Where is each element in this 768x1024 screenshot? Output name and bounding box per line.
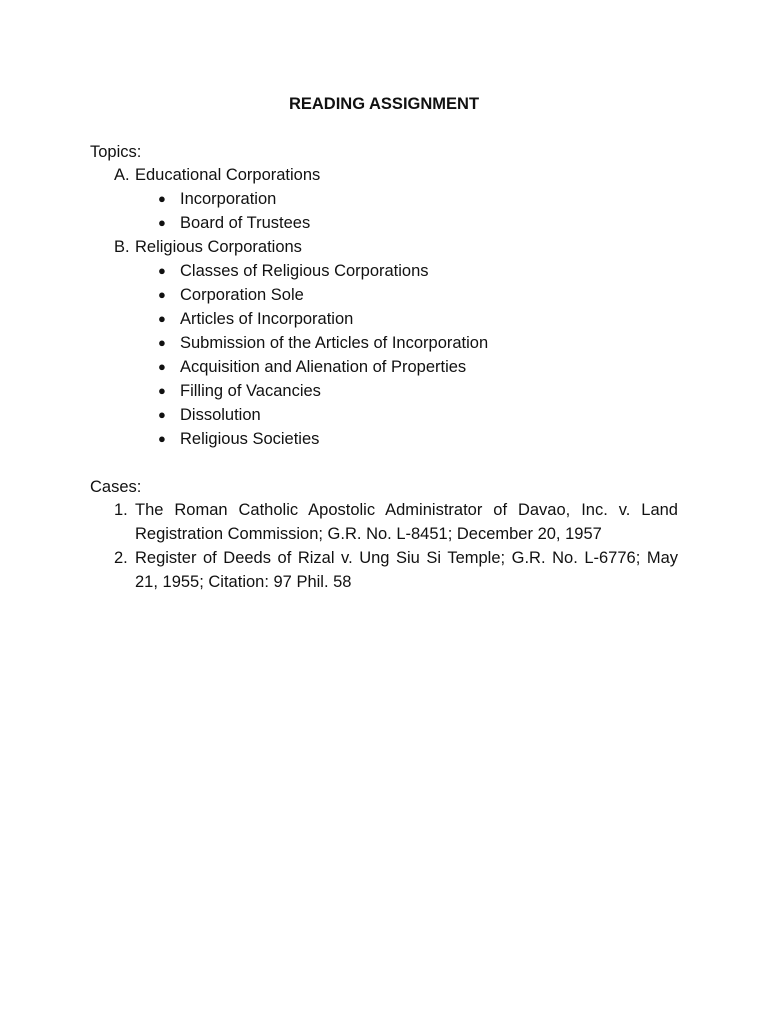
topic-list: [114, 163, 714, 451]
list-item: [114, 259, 714, 283]
case-item: [114, 546, 678, 594]
list-item-text: Classes of Religious Corporations: [180, 262, 429, 280]
list-item-text: Filling of Vacancies: [180, 382, 321, 400]
bullet-icon: ●: [158, 263, 166, 278]
list-item-text: Board of Trustees: [180, 214, 311, 232]
case-number: 1.: [114, 501, 128, 519]
list-item: [114, 187, 714, 211]
list-item: [114, 403, 714, 427]
cases-label: Cases:: [90, 478, 142, 496]
topic-heading: [114, 235, 714, 259]
bullet-icon: ●: [158, 359, 166, 374]
case-text: The Roman Catholic Apostolic Administrator of Davao, Inc. v. Land Registration Commission; G.R. No. L-8451; December 20, 1957: [135, 501, 678, 543]
list-item-text: Acquisition and Alienation of Properties: [180, 358, 467, 376]
list-item: [114, 427, 714, 451]
list-item-text: Submission of the Articles of Incorporation: [180, 334, 489, 352]
bullet-icon: ●: [158, 383, 166, 398]
list-item-text: Religious Societies: [180, 430, 320, 448]
list-item: [114, 283, 714, 307]
case-number: 2.: [114, 549, 128, 567]
list-item-text: Dissolution: [180, 406, 261, 424]
list-item: [114, 211, 714, 235]
topic-section-a: [114, 163, 714, 235]
topic-section-b: [114, 235, 714, 451]
bullet-icon: ●: [158, 215, 166, 230]
topic-heading: [114, 163, 714, 187]
list-item: [114, 379, 714, 403]
case-text: Register of Deeds of Rizal v. Ung Siu Si Temple; G.R. No. L-6776; May 21, 1955; Citation: 97 Phil. 58: [135, 549, 678, 591]
list-item-text: Articles of Incorporation: [180, 310, 354, 328]
list-item-text: Corporation Sole: [180, 286, 304, 304]
topic-bullets: [114, 259, 714, 451]
bullet-icon: ●: [158, 311, 166, 326]
topic-heading-text: Religious Corporations: [135, 238, 302, 256]
topic-letter: B.: [114, 238, 130, 256]
list-item: [114, 307, 714, 331]
list-item: [114, 331, 714, 355]
topics-label: Topics:: [90, 143, 142, 161]
bullet-icon: ●: [158, 407, 166, 422]
bullet-icon: ●: [158, 191, 166, 206]
document-title: READING ASSIGNMENT: [288, 95, 480, 113]
bullet-icon: ●: [158, 431, 166, 446]
bullet-icon: ●: [158, 287, 166, 302]
case-item: [114, 498, 678, 546]
list-item: [114, 355, 714, 379]
topic-letter: A.: [114, 166, 130, 184]
case-list: [114, 498, 678, 594]
list-item-text: Incorporation: [180, 190, 277, 208]
topic-bullets: [114, 187, 714, 235]
topic-heading-text: Educational Corporations: [135, 166, 321, 184]
bullet-icon: ●: [158, 335, 166, 350]
